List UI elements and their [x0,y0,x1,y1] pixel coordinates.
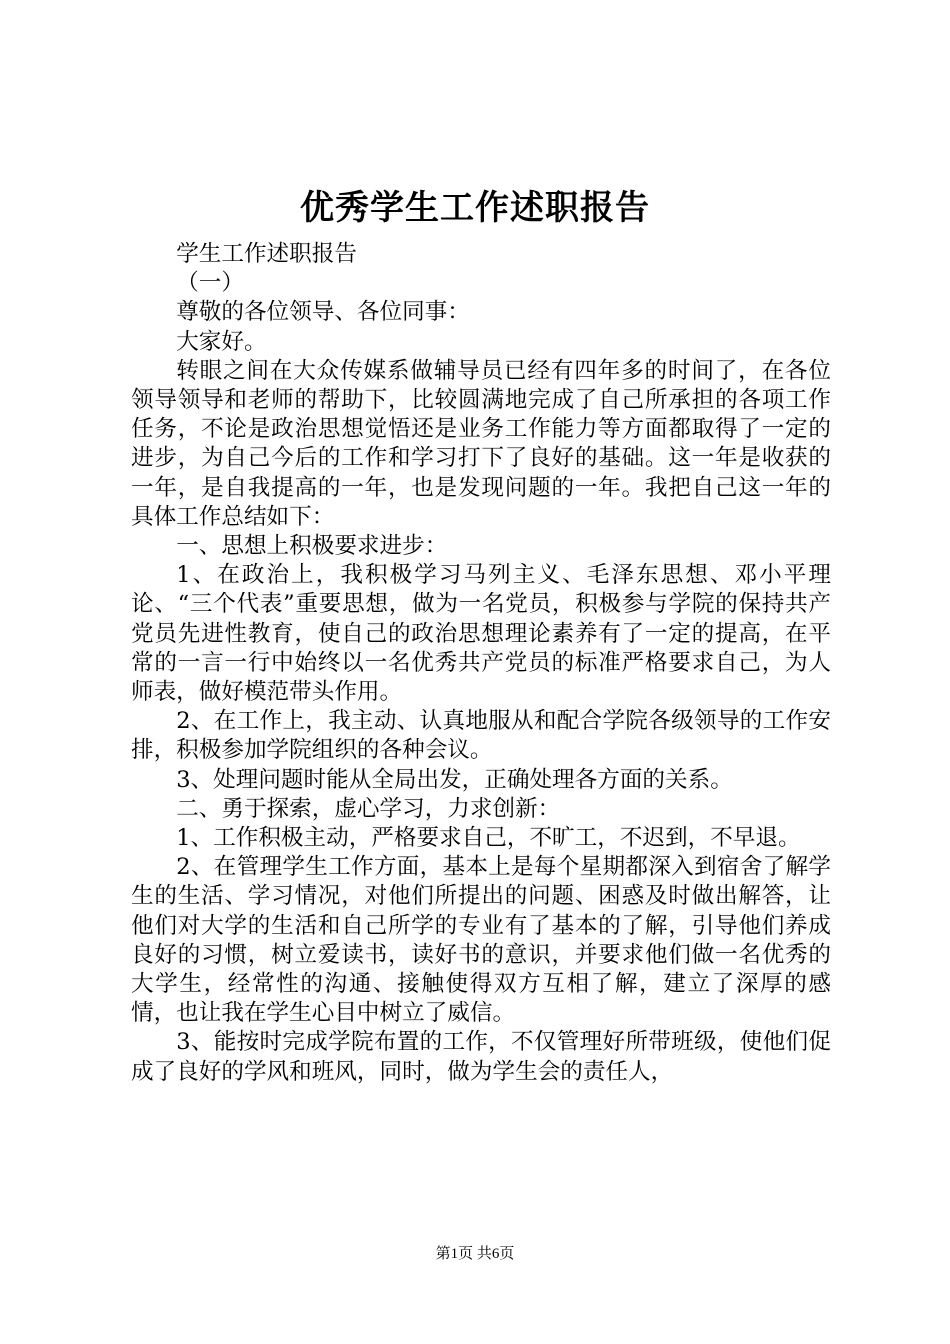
paragraph: 大家好。 [176,328,267,355]
paragraph: 3、处理问题时能从全局出发，正确处理各方面的关系。 [176,766,733,793]
paragraph: 尊敬的各位领导、各位同事： [176,299,470,326]
paragraph: （一） [176,270,244,297]
paragraph: 转眼之间在大众传媒系做辅导员已经有四年多的时间了，在各位领导领导和老师的帮助下，比较圆满地完成了自己所承担的各项工作任务，不论是政治思想觉悟还是业务工作能力等方面都取得了一定的进步，为自己今后的工作和学习打下了良好的基础。这一年是收获的一年，是自我提高的一年，也是发现问题的一年。我把自己这一年的具体工作总结如下： [131,357,831,530]
page-footer: 第1页 共6页 [435,1246,515,1262]
document-title: 优秀学生工作述职报告 [300,188,650,228]
paragraph: 1、在政治上，我积极学习马列主义、毛泽东思想、邓小平理论、“三个代表”重要思想，做为一名党员，积极参与学院的保持共产党员先进性教育，使自己的政治思想理论素养有了一定的提高，在平常的一言一行中始终以一名优秀共产党员的标准严格要求自己，为人师表，做好模范带头作用。 [131,562,831,706]
paragraph: 2、在工作上，我主动、认真地服从和配合学院各级领导的工作安排，积极参加学院组织的各种会议。 [131,708,831,764]
section-heading: 一、思想上积极要求进步： [176,533,448,560]
section-heading: 二、勇于探索，虚心学习，力求创新： [176,795,561,822]
paragraph: 1、工作积极主动，严格要求自己，不旷工，不迟到，不早退。 [176,825,801,852]
document-body [131,240,831,1087]
paragraph: 2、在管理学生工作方面，基本上是每个星期都深入到宿舍了解学生的生活、学习情况，对他们所提出的问题、困惑及时做出解答，让他们对大学的生活和自己所学的专业有了基本的了解，引导他们养成良好的习惯，树立爱读书，读好书的意识，并要求他们做一名优秀的大学生，经常性的沟通、接触使得双方互相了解，建立了深厚的感情，也让我在学生心目中树立了威信。 [131,854,831,1027]
paragraph: 学生工作述职报告 [176,241,357,267]
paragraph: 3、能按时完成学院布置的工作，不仅管理好所带班级，使他们促成了良好的学风和班风，同时，做为学生会的责任人， [131,1029,831,1085]
